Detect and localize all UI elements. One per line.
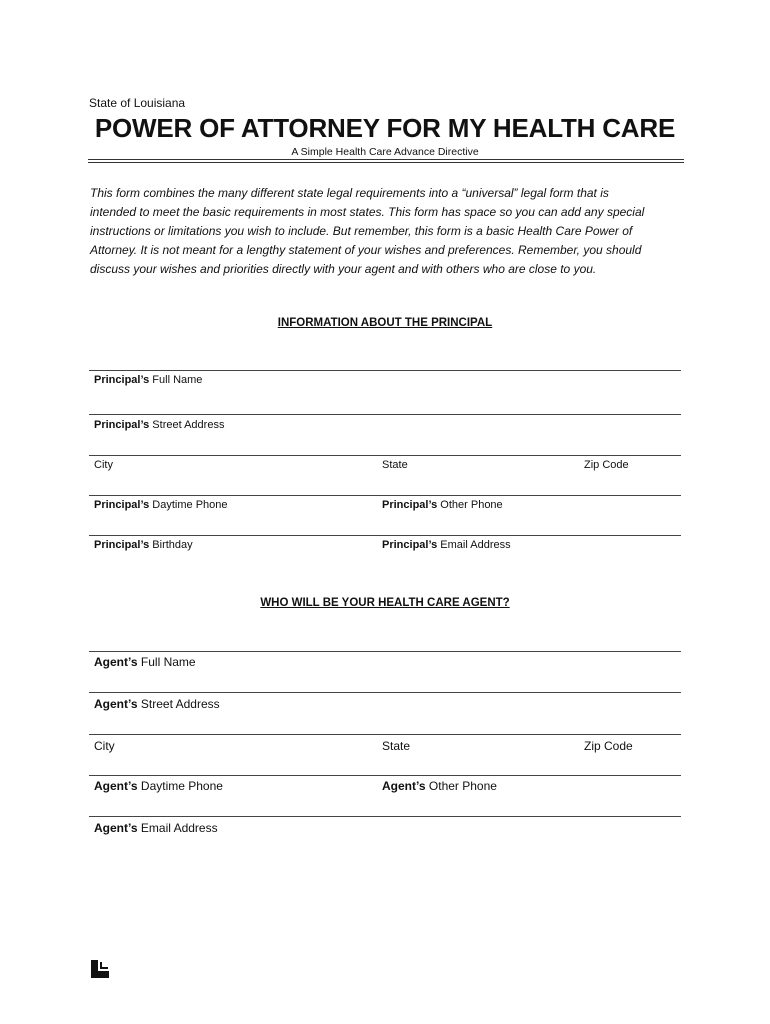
principal-birthday-email-line[interactable] — [89, 535, 681, 536]
principal-daytime-phone-label: Principal’s Daytime Phone — [94, 499, 228, 511]
agent-email-line[interactable] — [89, 816, 681, 817]
intro-line: discuss your wishes and priorities directly with your agent and with others who are close to you. — [90, 262, 597, 276]
agent-street-address-label: Agent’s Street Address — [94, 697, 220, 711]
agent-full-name-line[interactable] — [89, 651, 681, 652]
principal-full-name-label: Principal’s Full Name — [94, 374, 203, 386]
principal-street-address-label: Principal’s Street Address — [94, 419, 225, 431]
agent-city-label: City — [94, 739, 115, 753]
principal-email-label: Principal’s Email Address — [382, 539, 511, 551]
agent-phone-line[interactable] — [89, 775, 681, 776]
agent-full-name-label: Agent’s Full Name — [94, 655, 196, 669]
agent-section-heading: WHO WILL BE YOUR HEALTH CARE AGENT? — [260, 597, 510, 609]
intro-line: Attorney. It is not meant for a lengthy statement of your wishes and preferences. Remember, you should — [90, 243, 642, 257]
agent-zip-label: Zip Code — [584, 739, 633, 753]
title-divider-top — [88, 159, 684, 160]
agent-daytime-phone-label: Agent’s Daytime Phone — [94, 779, 223, 793]
document-logo-icon — [91, 960, 109, 978]
principal-city-line[interactable] — [89, 455, 681, 456]
agent-state-label: State — [382, 739, 411, 753]
agent-email-label: Agent’s Email Address — [94, 821, 218, 835]
principal-state-label: State — [382, 459, 408, 471]
principal-city-label: City — [94, 459, 113, 471]
intro-paragraph — [90, 184, 690, 279]
intro-line: instructions or limitations you wish to include. But remember, this form is a basic Health Care Power of — [90, 224, 633, 238]
principal-birthday-label: Principal’s Birthday — [94, 539, 193, 551]
principal-zip-label: Zip Code — [584, 459, 629, 471]
agent-street-address-line[interactable] — [89, 692, 681, 693]
principal-section-heading: INFORMATION ABOUT THE PRINCIPAL — [277, 317, 493, 329]
principal-full-name-line[interactable] — [89, 370, 681, 371]
agent-other-phone-label: Agent’s Other Phone — [382, 779, 497, 793]
intro-line: This form combines the many different state legal requirements into a “universal” legal form that is — [90, 186, 609, 200]
agent-city-line[interactable] — [89, 734, 681, 735]
page-title: POWER OF ATTORNEY FOR MY HEALTH CARE — [94, 113, 676, 143]
state-label: State of Louisiana — [89, 96, 186, 110]
principal-street-address-line[interactable] — [89, 414, 681, 415]
intro-line: intended to meet the basic requirements in most states. This form has space so you can add any special — [90, 205, 645, 219]
page-subtitle: A Simple Health Care Advance Directive — [291, 146, 479, 158]
principal-phone-line[interactable] — [89, 495, 681, 496]
title-divider-bottom — [88, 162, 684, 163]
principal-other-phone-label: Principal’s Other Phone — [382, 499, 503, 511]
